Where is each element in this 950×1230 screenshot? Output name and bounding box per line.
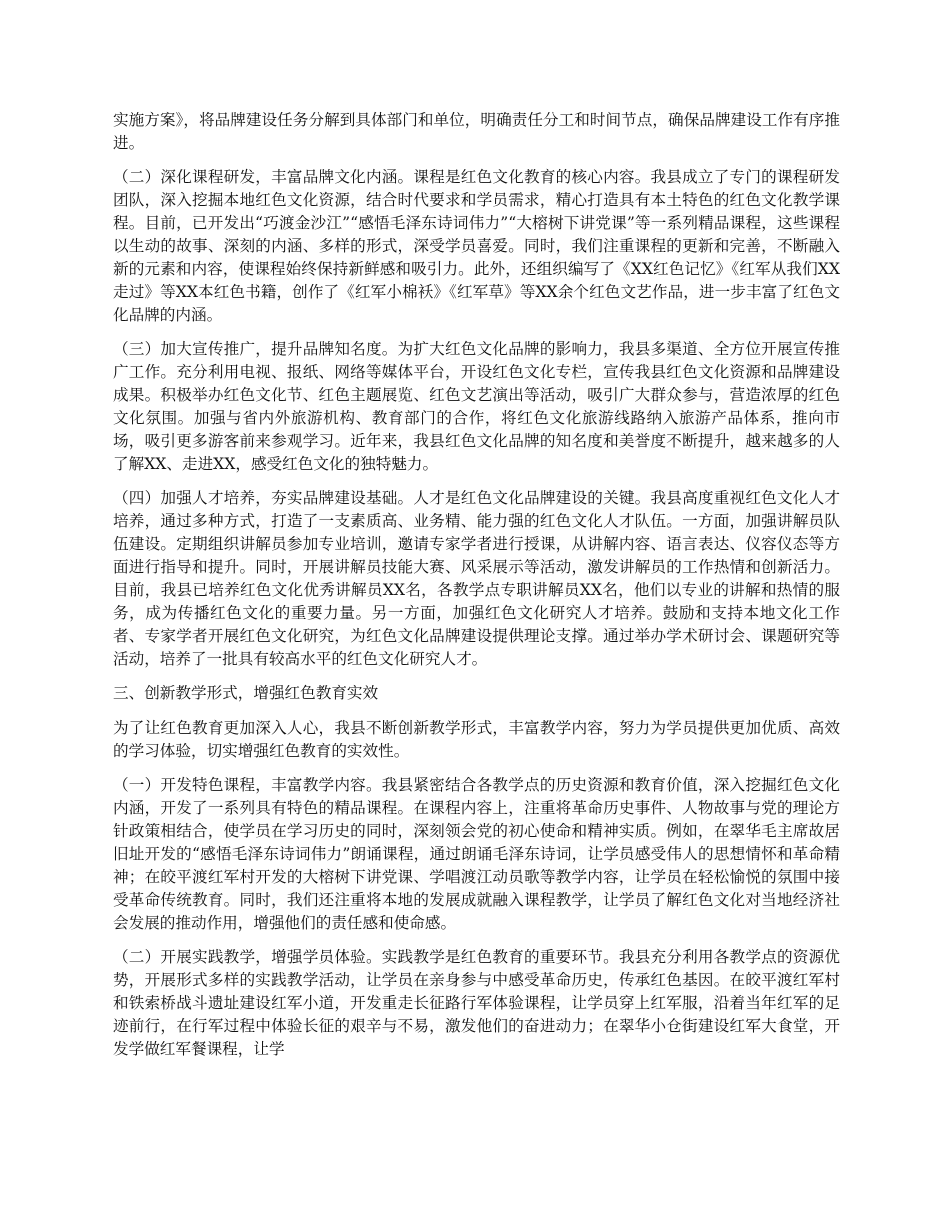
section-heading-teaching-innovation: 三、创新教学形式，增强红色教育实效 bbox=[113, 684, 379, 702]
paragraph-publicity: （三）加大宣传推广，提升品牌知名度。为扩大红色文化品牌的影响力，我县多渠道、全方位开展宣传推广工作。充分利用电视、报纸、网络等媒体平台，开设红色文化专栏，宣传我县红色文化资源和品牌建设成果。积极举办红色文化节、红色主题展览、红色文艺演出等活动，吸引广大群众参与，营造浓厚的红色文化氛围。加强与省内外旅游机构、教育部门的合作，将红色文化旅游线路纳入旅游产品体系，推向市场，吸引更多游客前来参观学习。近年来，我县红色文化品牌的知名度和美誉度不断提升，越来越多的人了解XX、走进XX，感受红色文化的独特魅力。 bbox=[113, 340, 840, 473]
paragraph-talent-training: （四）加强人才培养，夯实品牌建设基础。人才是红色文化品牌建设的关键。我县高度重视红色文化人才培养，通过多种方式，打造了一支素质高、业务精、能力强的红色文化人才队伍。一方面，加强讲解员队伍建设。定期组织讲解员参加专业培训，邀请专家学者进行授课，从讲解内容、语言表达、仪容仪态等方面进行指导和提升。同时，开展讲解员技能大赛、风采展示等活动，激发讲解员的工作热情和创新活力。目前，我县已培养红色文化优秀讲解员XX名，各教学点专职讲解员XX名，他们以专业的讲解和热情的服务，成为传播红色文化的重要力量。另一方面，加强红色文化研究人才培养。鼓励和支持本地文化工作者、专家学者开展红色文化研究，为红色文化品牌建设提供理论支撑。通过举办学术研讨会、课题研究等活动，培养了一批具有较高水平的红色文化研究人才。 bbox=[113, 489, 840, 668]
paragraph-course-development: （二）深化课程研发，丰富品牌文化内涵。课程是红色文化教育的核心内容。我县成立了专门的课程研发团队，深入挖掘本地红色文化资源，结合时代要求和学员需求，精心打造具有本土特色的红色文化教学课程。目前，已开发出“巧渡金沙江”“感悟毛泽东诗词伟力”“大榕树下讲党课”等一系列精品课程，这些课程以生动的故事、深刻的内涵、多样的形式，深受学员喜爱。同时，我们注重课程的更新和完善，不断融入新的元素和内容，使课程始终保持新鲜感和吸引力。此外，还组织编写了《XX红色记忆》《红军从我们XX走过》等XX本红色书籍，创作了《红军小棉袄》《红军草》等XX余个红色文艺作品，进一步丰富了红色文化品牌的内涵。 bbox=[113, 168, 840, 324]
paragraph-practice-teaching: （二）开展实践教学，增强学员体验。实践教学是红色教育的重要环节。我县充分利用各教学点的资源优势，开展形式多样的实践教学活动，让学员在亲身参与中感受革命历史，传承红色基因。在皎平渡红军村和铁索桥战斗遗址建设红军小道，开发重走长征路行军体验课程，让学员穿上红军服，沿着当年红军的足迹前行，在行军过程中体验长征的艰辛与不易，激发他们的奋进动力；在翠华小仓街建设红军大食堂，开发学做红军餐课程，让学 bbox=[113, 948, 840, 1058]
document-body bbox=[113, 109, 840, 1072]
paragraph-brand-plan-end: 实施方案》，将品牌建设任务分解到具体部门和单位，明确责任分工和时间节点，确保品牌建设工作有序推进。 bbox=[113, 111, 840, 152]
paragraph-teaching-intro: 为了让红色教育更加深入人心，我县不断创新教学形式，丰富教学内容，努力为学员提供更加优质、高效的学习体验，切实增强红色教育的实效性。 bbox=[113, 719, 840, 760]
paragraph-special-courses: （一）开发特色课程，丰富教学内容。我县紧密结合各教学点的历史资源和教育价值，深入挖掘红色文化内涵，开发了一系列具有特色的精品课程。在课程内容上，注重将革命历史事件、人物故事与党的理论方针政策相结合，使学员在学习历史的同时，深刻领会党的初心使命和精神实质。例如，在翠华毛主席故居旧址开发的“感悟毛泽东诗词伟力”朗诵课程，通过朗诵毛泽东诗词，让学员感受伟人的思想情怀和革命精神；在皎平渡红军村开发的大榕树下讲党课、学唱渡江动员歌等教学内容，让学员在轻松愉悦的氛围中接受革命传统教育。同时，我们还注重将本地的发展成就融入课程教学，让学员了解红色文化对当地经济社会发展的推动作用，增强他们的责任感和使命感。 bbox=[113, 776, 840, 932]
